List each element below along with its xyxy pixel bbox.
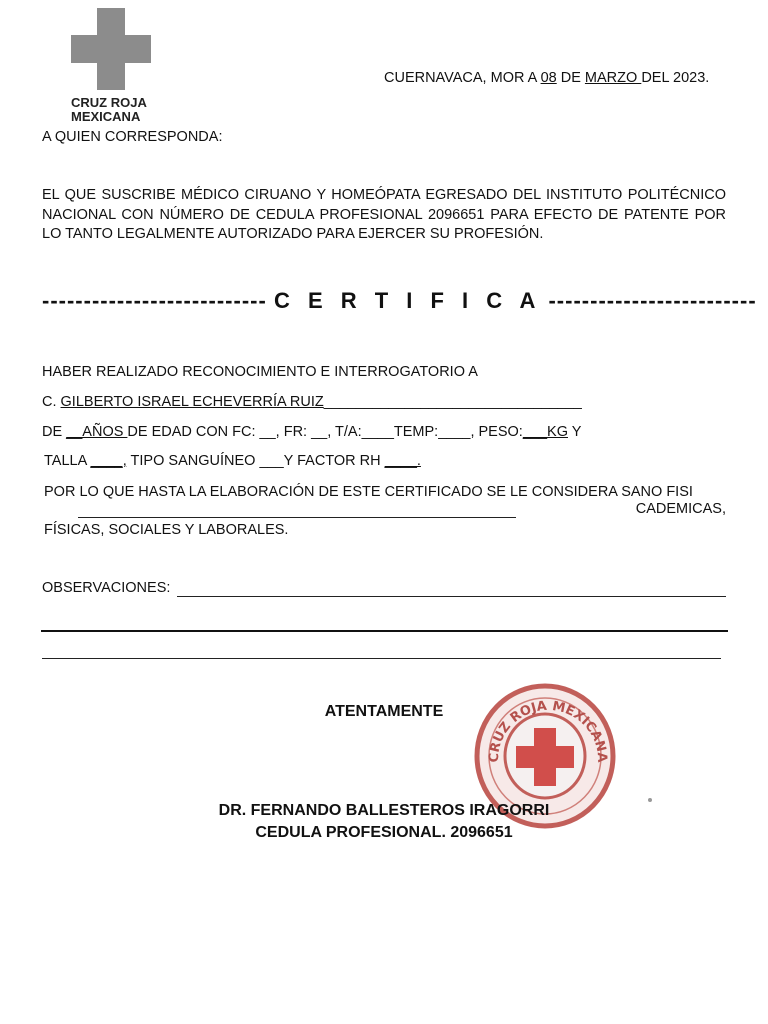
vitals-line (42, 424, 581, 440)
doctor-cedula: CEDULA PROFESIONAL. 2096651 (255, 824, 513, 841)
observaciones-rule (177, 596, 726, 597)
patient-prefix: C. (42, 394, 61, 410)
health-paragraph-line3: FÍSICAS, SOCIALES Y LABORALES. (44, 522, 289, 538)
doctor-name: DR. FERNANDO BALLESTEROS IRAGORRI (218, 802, 550, 819)
intro-paragraph: EL QUE SUSCRIBE MÉDICO CIRUANO Y HOMEÓPATA EGRESADO DEL INSTITUTO POLITÉCNICO NACIONAL CON NÚMERO DE CEDULA PROFESIONAL 2096651 PARA EFECTO DE PATENTE POR LO TANTO LEGALMENTE AUTORIZADO PARA EJERCER SU PROFESIÓN. (42, 187, 726, 242)
speck (648, 798, 652, 802)
health-line2-end-text: CADEMICAS, (635, 501, 726, 517)
vitals-de: DE (42, 424, 67, 440)
certifica-dashes-right: ------------------------- (548, 288, 757, 313)
patient-name: GILBERTO ISRAEL ECHEVERRÍA RUIZ (60, 394, 324, 410)
talla-value: ____, (90, 453, 127, 469)
vitals-edad: DE EDAD CON FC: __, FR: __, T/A:____TEMP:____, PESO: (127, 424, 523, 440)
date-month: MARZO (584, 70, 642, 86)
date-prefix: CUERNAVACA, MOR A (384, 70, 541, 86)
atentamente: ATENTAMENTE (324, 703, 444, 720)
rh-value: ____. (384, 453, 421, 469)
logo-text (71, 96, 147, 124)
date-day: 08 (540, 70, 557, 86)
patient-name-blank: ________________________________ (323, 394, 582, 410)
certifica-heading (42, 288, 757, 314)
certifica-dashes-left: --------------------------- (42, 288, 267, 313)
patient-name-line (42, 394, 582, 410)
salutation: A QUIEN CORRESPONDA: (42, 129, 223, 145)
vitals-anos: __AÑOS (66, 424, 128, 440)
observaciones-rule-2 (41, 630, 728, 632)
cruz-roja-logo-cross (71, 8, 151, 90)
date-suffix: DEL 2023. (641, 70, 710, 86)
exam-statement: HABER REALIZADO RECONOCIMIENTO E INTERROGATORIO A (42, 364, 478, 380)
logo-text-line1: CRUZ ROJA (71, 95, 147, 110)
certifica-word: C E R T I F I C A (273, 288, 542, 313)
vitals-kg: ___KG (522, 424, 568, 440)
health-paragraph-line1: POR LO QUE HASTA LA ELABORACIÓN DE ESTE CERTIFICADO SE LE CONSIDERA SANO FISI (44, 484, 693, 500)
blood-type-text: TIPO SANGUÍNEO ___Y FACTOR RH (126, 453, 385, 469)
observaciones-label: OBSERVACIONES: (42, 580, 171, 596)
svg-text:CRUZ ROJA MEXICANA: CRUZ ROJA MEXICANA (486, 698, 610, 763)
logo-text-line2: MEXICANA (71, 109, 141, 124)
vitals-y: Y (567, 424, 582, 440)
date-line (384, 70, 709, 86)
talla-line (44, 453, 421, 469)
health-line2-end (634, 500, 726, 520)
talla-label: TALLA (44, 453, 91, 469)
pasted-blank-line (78, 503, 516, 518)
observaciones-rule-3 (42, 658, 721, 659)
date-de: DE (556, 70, 585, 86)
